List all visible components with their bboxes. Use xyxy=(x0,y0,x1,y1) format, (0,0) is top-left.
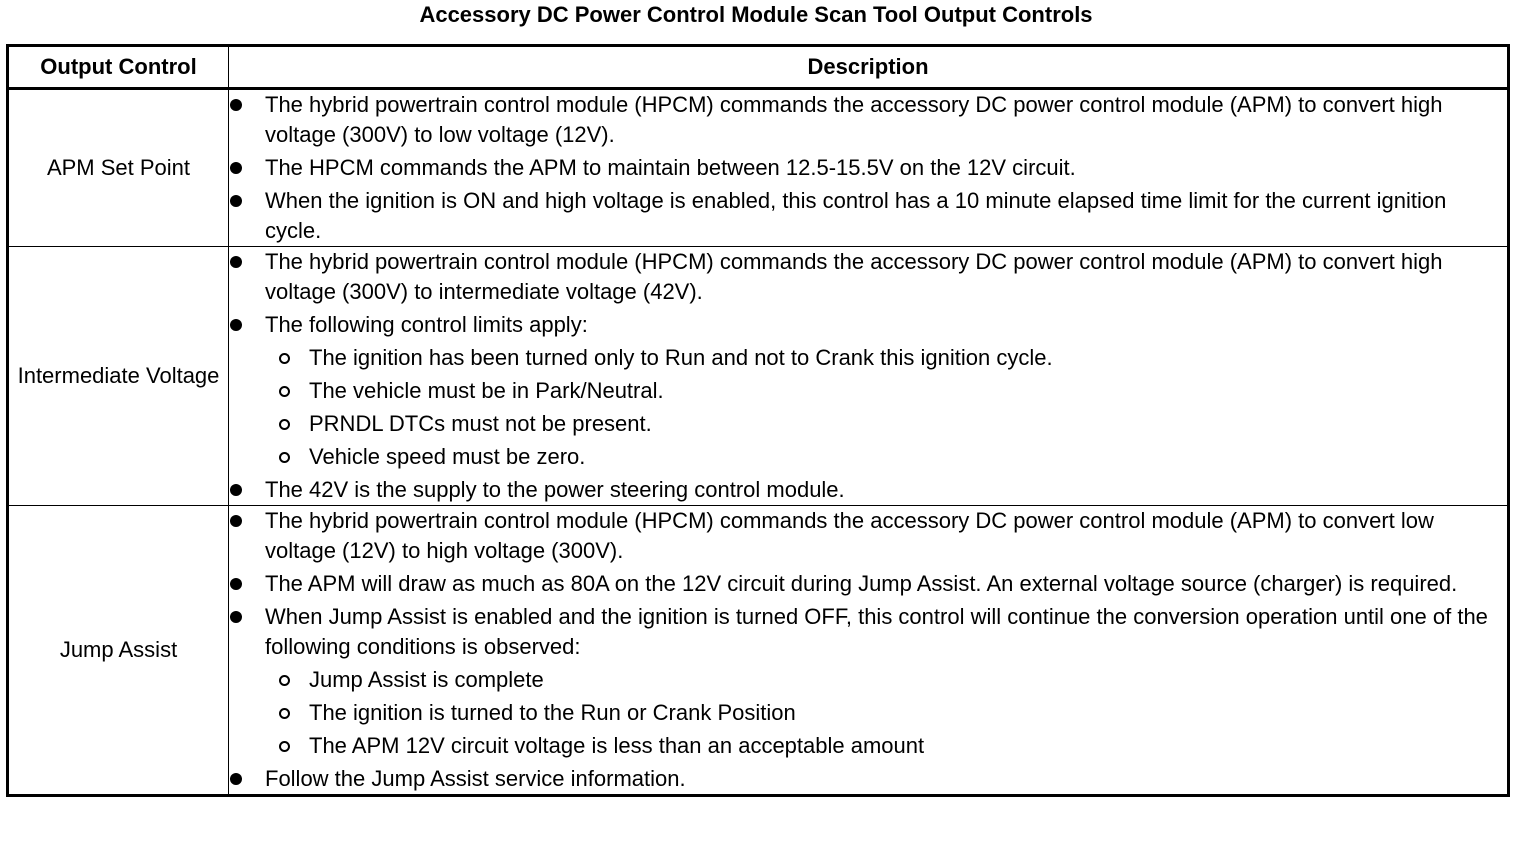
table-row xyxy=(8,247,1509,506)
bullet-item xyxy=(229,569,1507,599)
bullet-text: The hybrid powertrain control module (HPCM) commands the accessory DC power control module (APM) to convert high voltage (300V) to low voltage (12V). xyxy=(265,92,1443,147)
header-row xyxy=(8,46,1509,89)
bullet-dot-icon xyxy=(229,764,265,794)
sub-bullet-item xyxy=(229,409,1507,439)
sub-bullet-text: The ignition is turned to the Run or Crank Position xyxy=(309,700,796,725)
bullet-item xyxy=(229,764,1507,794)
table-row xyxy=(8,89,1509,247)
bullet-item xyxy=(229,186,1507,246)
bullet-item xyxy=(229,90,1507,150)
sub-bullet-text: Jump Assist is complete xyxy=(309,667,544,692)
bullet-dot-icon xyxy=(229,602,265,632)
bullet-text: When the ignition is ON and high voltage is enabled, this control has a 10 minute elapsed time limit for the current ignition cycle. xyxy=(265,188,1447,243)
hollow-bullet-icon xyxy=(277,343,309,373)
output-control-name: APM Set Point xyxy=(8,89,229,247)
bullet-text: The HPCM commands the APM to maintain between 12.5-15.5V on the 12V circuit. xyxy=(265,155,1076,180)
column-header-description: Description xyxy=(229,46,1509,89)
hollow-bullet-icon xyxy=(277,698,309,728)
sub-bullet-item xyxy=(229,731,1507,761)
output-control-name: Intermediate Voltage xyxy=(8,247,229,506)
description-cell xyxy=(229,247,1509,506)
column-header-output-control: Output Control xyxy=(8,46,229,89)
bullet-text: When Jump Assist is enabled and the ignition is turned OFF, this control will continue the conversion operation until one of the following conditions is observed: xyxy=(265,604,1488,659)
bullet-text: The 42V is the supply to the power steering control module. xyxy=(265,477,845,502)
sub-bullet-text: The APM 12V circuit voltage is less than an acceptable amount xyxy=(309,733,925,758)
sub-bullet-item xyxy=(229,376,1507,406)
hollow-bullet-icon xyxy=(277,376,309,406)
bullet-item xyxy=(229,247,1507,307)
sub-bullet-item xyxy=(229,698,1507,728)
bullet-dot-icon xyxy=(229,90,265,120)
table-body xyxy=(8,89,1509,796)
description-cell xyxy=(229,506,1509,796)
bullet-item xyxy=(229,506,1507,566)
bullet-item xyxy=(229,475,1507,505)
output-control-name: Jump Assist xyxy=(8,506,229,796)
hollow-bullet-icon xyxy=(277,665,309,695)
sub-bullet-item xyxy=(229,442,1507,472)
bullet-dot-icon xyxy=(229,153,265,183)
sub-bullet-text: Vehicle speed must be zero. xyxy=(309,444,586,469)
bullet-text: The APM will draw as much as 80A on the 12V circuit during Jump Assist. An external voltage source (charger) is required. xyxy=(265,571,1458,596)
description-cell xyxy=(229,89,1509,247)
bullet-dot-icon xyxy=(229,506,265,536)
bullet-dot-icon xyxy=(229,310,265,340)
bullet-item xyxy=(229,310,1507,340)
bullet-text: The hybrid powertrain control module (HPCM) commands the accessory DC power control module (APM) to convert high voltage (300V) to intermediate voltage (42V). xyxy=(265,249,1443,304)
bullet-dot-icon xyxy=(229,247,265,277)
bullet-dot-icon xyxy=(229,569,265,599)
sub-bullet-item xyxy=(229,665,1507,695)
bullet-item xyxy=(229,153,1507,183)
bullet-item xyxy=(229,602,1507,662)
bullet-text: The hybrid powertrain control module (HPCM) commands the accessory DC power control module (APM) to convert low voltage (12V) to high voltage (300V). xyxy=(265,508,1434,563)
hollow-bullet-icon xyxy=(277,409,309,439)
bullet-text: Follow the Jump Assist service information. xyxy=(265,766,686,791)
bullet-dot-icon xyxy=(229,186,265,216)
sub-bullet-text: The ignition has been turned only to Run and not to Crank this ignition cycle. xyxy=(309,345,1053,370)
sub-bullet-item xyxy=(229,343,1507,373)
hollow-bullet-icon xyxy=(277,442,309,472)
bullet-dot-icon xyxy=(229,475,265,505)
hollow-bullet-icon xyxy=(277,731,309,761)
page-title: Accessory DC Power Control Module Scan Tool Output Controls xyxy=(419,2,1093,27)
sub-bullet-text: PRNDL DTCs must not be present. xyxy=(309,411,652,436)
bullet-text: The following control limits apply: xyxy=(265,312,588,337)
sub-bullet-text: The vehicle must be in Park/Neutral. xyxy=(309,378,664,403)
table-row xyxy=(8,506,1509,796)
output-controls-table xyxy=(6,44,1510,797)
